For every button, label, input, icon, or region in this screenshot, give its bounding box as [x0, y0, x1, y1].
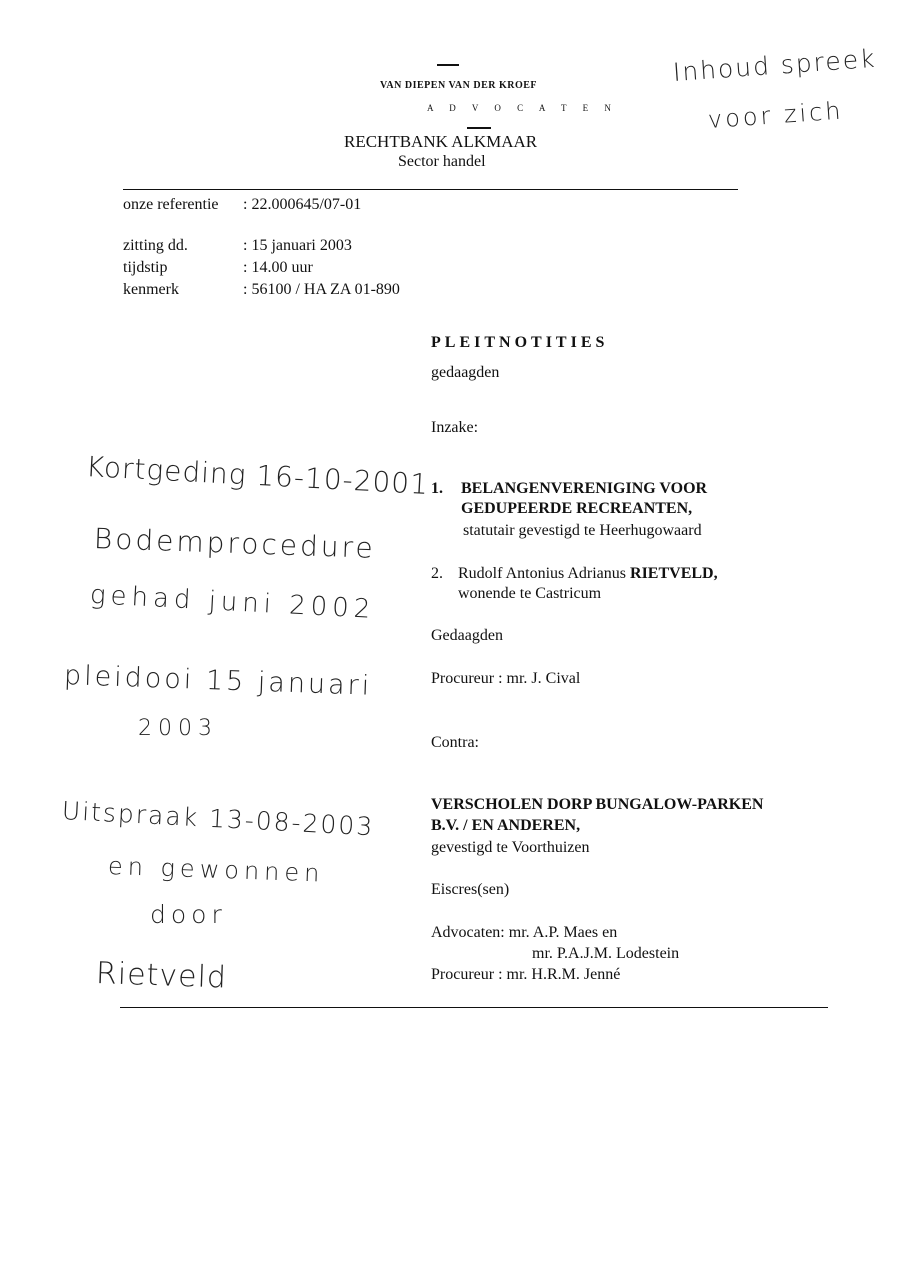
field-reference-label: onze referentie: [123, 196, 219, 213]
plaintiffs-procureur: Procureur : mr. H.R.M. Jenné: [431, 966, 621, 983]
plaintiffs-advocates: Advocaten: mr. A.P. Maes en: [431, 924, 618, 941]
handnote-year: 2003: [138, 716, 218, 741]
party1-detail: statutair gevestigd te Heerhugowaard: [463, 522, 702, 539]
handnote-gehad: gehad juni 2002: [89, 580, 377, 625]
firm-subtitle: A D V O C A T E N: [427, 103, 618, 113]
handnote-top-line1: Inhoud spreek: [671, 43, 878, 87]
letterhead-top-mark: [437, 64, 459, 66]
party2-name-surname: RIETVELD,: [630, 565, 718, 582]
handnote-gewonnen: en gewonnen: [107, 852, 325, 888]
handnote-uitspraak: Uitspraak 13-08-2003: [61, 796, 375, 842]
firm-name: VAN DIEPEN VAN DER KROEF: [380, 80, 538, 91]
inzake-label: Inzake:: [431, 419, 479, 436]
party2-name-prefix: Rudolf Antonius Adrianus: [458, 565, 627, 582]
court-sector: Sector handel: [398, 153, 486, 170]
document-title: PLEITNOTITIES: [431, 334, 609, 351]
field-case-label: kenmerk: [123, 281, 179, 298]
field-session-label: zitting dd.: [123, 237, 188, 254]
field-session-value: : 15 januari 2003: [243, 237, 352, 254]
plaintiffs-advocate-2: mr. P.A.J.M. Lodestein: [532, 945, 680, 962]
handnote-kortgeding: Kortgeding 16-10-2001: [85, 450, 430, 501]
letterhead-mid-mark: [467, 127, 491, 129]
party1-number: 1.: [431, 480, 443, 497]
handnote-top-line2: voor zich: [707, 96, 845, 134]
document-subtitle: gedaagden: [431, 364, 500, 381]
field-time-label: tijdstip: [123, 259, 168, 276]
header-divider: [123, 189, 738, 190]
contra-label: Contra:: [431, 734, 479, 751]
field-case-value: : 56100 / HA ZA 01-890: [243, 281, 400, 298]
court-name: RECHTBANK ALKMAAR: [344, 132, 538, 151]
handnote-door: door: [150, 900, 227, 929]
party2-detail: wonende te Castricum: [458, 585, 602, 602]
plaintiffs-role: Eiscres(sen): [431, 881, 510, 898]
field-reference-value: : 22.000645/07-01: [243, 196, 362, 213]
opponent-detail: gevestigd te Voorthuizen: [431, 839, 590, 856]
opponent-name-line1: VERSCHOLEN DORP BUNGALOW-PARKEN: [431, 796, 764, 813]
party1-name-line1: BELANGENVERENIGING VOOR: [461, 480, 708, 497]
opponent-name-line2: B.V. / EN ANDEREN,: [431, 817, 581, 834]
defendants-role: Gedaagden: [431, 627, 503, 644]
handnote-rietveld: Rietveld: [95, 956, 228, 996]
defendants-procureur: Procureur : mr. J. Cival: [431, 670, 581, 687]
party2-name: [458, 565, 718, 583]
handnote-pleidooi: pleidooi 15 januari: [63, 660, 373, 702]
field-time-value: : 14.00 uur: [243, 259, 313, 276]
party2-number: 2.: [431, 565, 443, 582]
party1-name-line2: GEDUPEERDE RECREANTEN,: [461, 500, 693, 517]
handnote-bodemprocedure: Bodemprocedure: [93, 522, 377, 565]
footer-divider: [120, 1007, 828, 1008]
